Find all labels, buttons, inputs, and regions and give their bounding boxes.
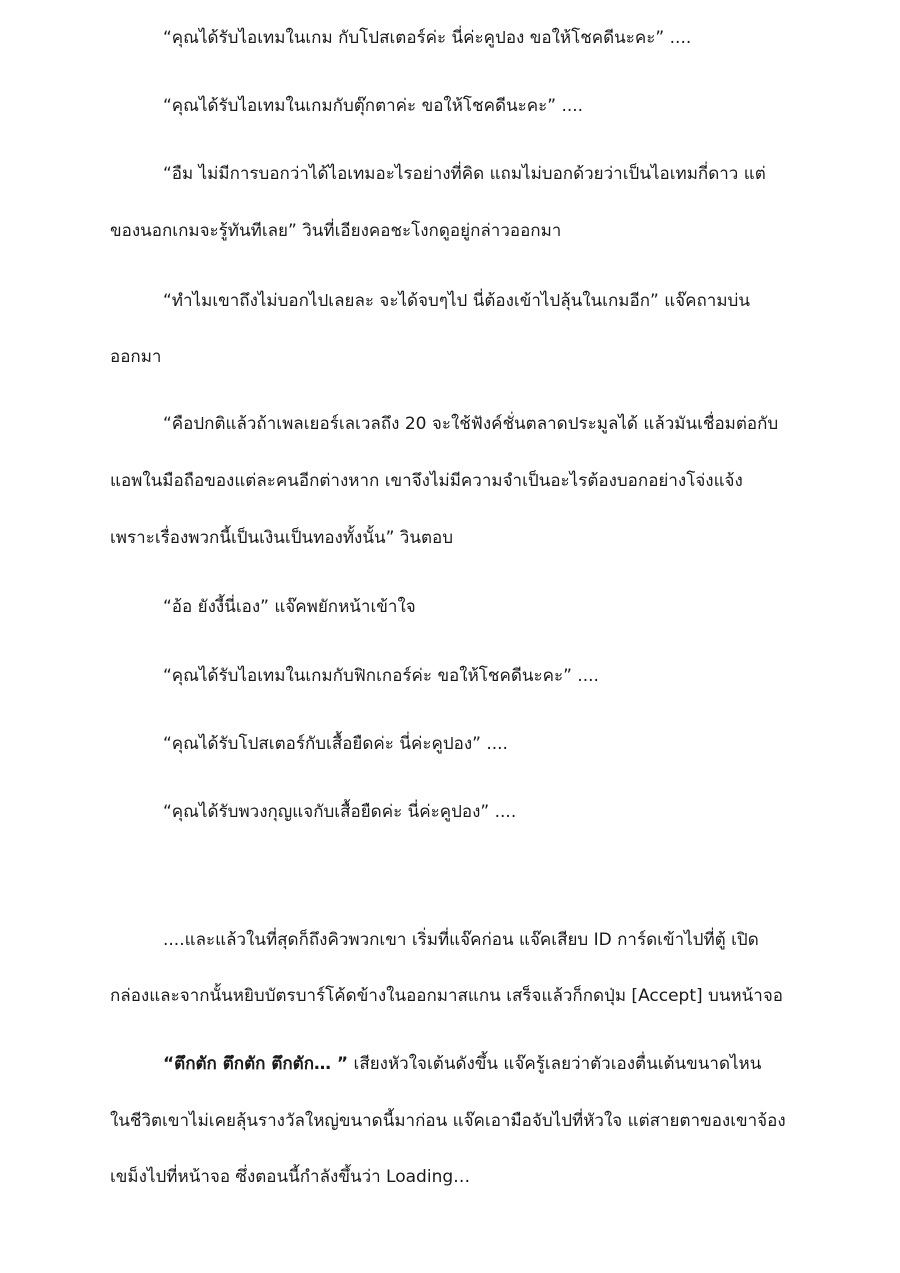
paragraph-line: แอพในมือถือของแต่ละคนอีกต่างหาก เขาจึงไม่มีความจำเป็นอะไรต้องบอกอย่างโจ่งแจ้ง [110, 471, 743, 491]
paragraph-line: “คือปกติแล้วถ้าเพลเยอร์เลเวลถึง 20 จะใช้ฟังค์ชั่นตลาดประมูลได้ แล้วมันเชื่อมต่อกับ [163, 414, 779, 434]
paragraph-line: เขม็งไปที่หน้าจอ ซึ่งตอนนี้กำลังขึ้นว่า Loading… [110, 1167, 471, 1187]
paragraph-line: เพราะเรื่องพวกนี้เป็นเงินเป็นทองทั้งนั้น” วินตอบ [110, 528, 454, 548]
paragraph-line: “อ้อ ยังงี้นี่เอง” แจ๊คพยักหน้าเข้าใจ [163, 597, 416, 617]
paragraph-line: “คุณได้รับไอเทมในเกมกับฟิกเกอร์ค่ะ ขอให้โชคดีนะคะ” .... [163, 666, 599, 686]
paragraph-line: ในชีวิตเขาไม่เคยลุ้นรางวัลใหญ่ขนาดนี้มาก่อน แจ๊คเอามือจับไปที่หัวใจ แต่สายตาของเขาจ้อง [110, 1111, 786, 1131]
paragraph-text: เสียงหัวใจเต้นดังขึ้น แจ๊ครู้เลยว่าตัวเองตื่นเต้นขนาดไหน [348, 1054, 762, 1074]
paragraph-line: “คุณได้รับโปสเตอร์กับเสื้อยืดค่ะ นี่ค่ะคูปอง” .... [163, 734, 508, 754]
paragraph-line: “อืม ไม่มีการบอกว่าได้ไอเทมอะไรอย่างที่คิด แถมไม่บอกด้วยว่าเป็นไอเทมกี่ดาว แต่ [163, 164, 766, 184]
paragraph-line [163, 1053, 761, 1075]
heartbeat-sound-text: “ตึกตัก ตึกตัก ตึกตัก… ” [163, 1054, 349, 1074]
paragraph-line: “ทำไมเขาถึงไม่บอกไปเลยละ จะได้จบๆไป นี่ต้องเข้าไปลุ้นในเกมอีก” แจ๊คถามบ่น [163, 291, 750, 311]
paragraph-line: “คุณได้รับไอเทมในเกม กับโปสเตอร์ค่ะ นี่ค่ะคูปอง ขอให้โชคดีนะคะ” .... [163, 28, 692, 48]
paragraph-line: ออกมา [110, 347, 162, 367]
paragraph-line: ของนอกเกมจะรู้ทันทีเลย” วินที่เอียงคอชะโงกดูอยู่กล่าวออกมา [110, 221, 562, 241]
paragraph-line: กล่องและจากนั้นหยิบบัตรบาร์โค้ดข้างในออกมาสแกน เสร็จแล้วก็กดปุ่ม [Accept] บนหน้าจอ [110, 986, 783, 1006]
paragraph-line: ....และแล้วในที่สุดก็ถึงคิวพวกเขา เริ่มที่แจ๊คก่อน แจ๊คเสียบ ID การ์ดเข้าไปที่ตู้ เปิด [163, 930, 759, 950]
paragraph-line: “คุณได้รับพวงกุญแจกับเสื้อยืดค่ะ นี่ค่ะคูปอง” .... [163, 802, 517, 822]
paragraph-line: “คุณได้รับไอเทมในเกมกับตุ๊กตาค่ะ ขอให้โชคดีนะคะ” .... [163, 96, 584, 116]
